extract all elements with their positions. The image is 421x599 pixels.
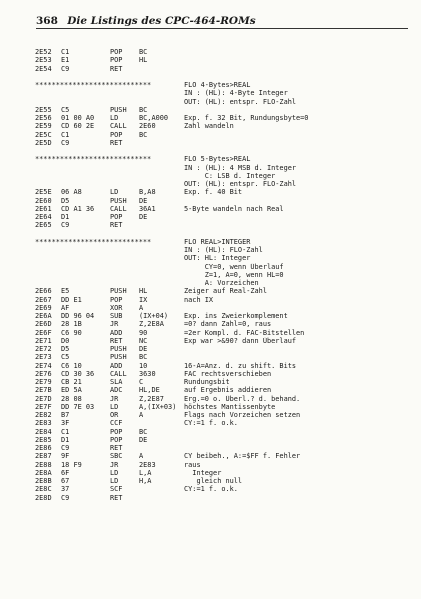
code-line — [35, 205, 409, 213]
section-header-line — [35, 81, 409, 89]
page-number: 368 — [36, 15, 58, 27]
mnemonic: CCF — [110, 419, 123, 428]
mnemonic: SUB — [110, 312, 123, 320]
comment: Exp. ins Zweierkomplement — [184, 312, 288, 320]
opcode-bytes: D0 — [61, 336, 70, 345]
address: 2E87 — [35, 452, 52, 461]
code-line — [35, 436, 409, 444]
code-line — [35, 395, 409, 403]
comment: FAC rechtsverschieben — [184, 369, 272, 378]
opcode-bytes: 67 — [61, 477, 70, 485]
operand: A — [139, 411, 144, 419]
code-line — [35, 221, 409, 229]
operand: Z,2E8A — [139, 320, 164, 329]
code-line — [35, 378, 409, 386]
address: 2E79 — [35, 378, 52, 386]
address: 2E8B — [35, 477, 52, 485]
opcode-bytes: C9 — [61, 138, 70, 147]
comment: Exp. f. 40 Bit — [184, 188, 243, 197]
address: 2E59 — [35, 122, 52, 131]
opcode-bytes: D1 — [61, 435, 70, 444]
mnemonic: RET — [110, 336, 123, 345]
address: 2E8A — [35, 468, 52, 477]
address: 2E64 — [35, 213, 52, 221]
address: 2E8C — [35, 485, 52, 494]
description-text: IN : (HL): 4 MSB d. Integer — [184, 163, 297, 172]
comment: CY beibeh., A:=$FF f. Fehler — [184, 452, 301, 461]
mnemonic: LD — [110, 188, 119, 197]
operand: 90 — [139, 328, 148, 337]
opcode-bytes: D5 — [61, 196, 70, 205]
address: 2E6A — [35, 312, 52, 320]
operand: DE — [139, 196, 148, 205]
opcode-bytes: B7 — [61, 411, 70, 419]
operand: BC — [139, 130, 148, 139]
address: 2E72 — [35, 345, 52, 353]
opcode-bytes: C1 — [61, 130, 70, 139]
address: 2E5D — [35, 138, 52, 147]
address: 2E65 — [35, 221, 52, 230]
code-line — [35, 477, 409, 485]
operand: 2E83 — [139, 460, 156, 469]
address: 2E5E — [35, 188, 52, 197]
operand: BC — [139, 105, 148, 114]
address: 2E86 — [35, 444, 52, 452]
code-line — [35, 370, 409, 378]
mnemonic: JR — [110, 394, 119, 403]
mnemonic: CALL — [110, 122, 127, 131]
mnemonic: ADC — [110, 386, 123, 395]
opcode-bytes: ED 5A — [61, 386, 82, 395]
operand: DE — [139, 213, 148, 221]
operand: HL,DE — [139, 386, 160, 395]
operand: DE — [139, 345, 148, 353]
opcode-bytes: 01 00 A0 — [61, 114, 95, 122]
code-line — [35, 287, 409, 295]
opcode-bytes: CD 60 2E — [61, 122, 95, 131]
operand: BC — [139, 353, 148, 362]
code-line — [35, 296, 409, 304]
address: 2E74 — [35, 361, 52, 370]
mnemonic: PUSH — [110, 105, 127, 114]
comment: raus — [184, 460, 201, 469]
operand: HL — [139, 287, 148, 296]
description-line — [35, 246, 409, 254]
description-line — [35, 254, 409, 262]
comment: =0? dann Zahl=0, raus — [184, 320, 272, 329]
description-text: IN : (HL): FLO-Zahl — [184, 246, 263, 254]
opcode-bytes: 28 08 — [61, 394, 82, 403]
code-line — [35, 197, 409, 205]
opcode-bytes: CB 21 — [61, 378, 82, 386]
mnemonic: SLA — [110, 378, 123, 386]
code-line — [35, 345, 409, 353]
mnemonic: SBC — [110, 452, 123, 461]
mnemonic: RET — [110, 444, 123, 452]
comment: Zahl wandeln — [184, 122, 234, 131]
section-title: FLO 5-Bytes>REAL — [184, 155, 251, 164]
operand: 2E60 — [139, 122, 156, 131]
operand: L,A — [139, 468, 152, 477]
mnemonic: RET — [110, 221, 123, 230]
opcode-bytes: 37 — [61, 485, 70, 494]
mnemonic: LD — [110, 402, 119, 411]
operand: Z,2E87 — [139, 394, 164, 403]
comment: Exp war >&90? dann Überlauf — [184, 336, 297, 345]
operand: BC — [139, 427, 148, 436]
address: 2E6F — [35, 328, 52, 337]
address: 2E5C — [35, 130, 52, 139]
operand: BC,A000 — [139, 114, 169, 122]
code-line — [35, 213, 409, 221]
description-line — [35, 89, 409, 97]
opcode-bytes: E1 — [61, 56, 70, 65]
mnemonic: PUSH — [110, 287, 127, 296]
address: 2E53 — [35, 56, 52, 65]
operand: H,A — [139, 477, 152, 485]
address: 2E60 — [35, 196, 52, 205]
comment: nach IX — [184, 295, 214, 304]
comment: höchstes Mantissenbyte — [184, 402, 276, 411]
description-text: C: LSB d. Integer — [184, 171, 276, 180]
code-line — [35, 320, 409, 328]
code-line — [35, 403, 409, 411]
opcode-bytes: C1 — [61, 48, 70, 56]
mnemonic: LD — [110, 114, 119, 122]
address: 2E66 — [35, 287, 52, 296]
mnemonic: POP — [110, 213, 123, 221]
comment: 16-A=Anz. d. zu shift. Bits — [184, 361, 297, 370]
opcode-bytes: C6 90 — [61, 328, 82, 337]
code-line — [35, 428, 409, 436]
operand: A — [139, 303, 144, 312]
comment: 5-Byte wandeln nach Real — [184, 204, 284, 213]
operand: BC — [139, 48, 148, 56]
address: 2E73 — [35, 353, 52, 362]
opcode-bytes: DD 96 04 — [61, 312, 95, 320]
page-header — [36, 15, 408, 29]
mnemonic: CALL — [110, 204, 127, 213]
opcode-bytes: C9 — [61, 444, 70, 452]
description-text: IN : (HL): 4-Byte Integer — [184, 89, 288, 98]
address: 2E69 — [35, 303, 52, 312]
description-line — [35, 279, 409, 287]
opcode-bytes: DD 7E 03 — [61, 402, 95, 411]
opcode-bytes: 28 1B — [61, 320, 82, 329]
opcode-bytes: CD 30 36 — [61, 369, 95, 378]
mnemonic: XOR — [110, 303, 123, 312]
address: 2E76 — [35, 369, 52, 378]
description-line — [35, 180, 409, 188]
separator-stars: **************************** — [35, 155, 152, 164]
description-line — [35, 271, 409, 279]
operand: B,A8 — [139, 188, 156, 197]
code-line — [35, 362, 409, 370]
opcode-bytes: 9F — [61, 452, 70, 461]
comment: CY:=1 f. o.k. — [184, 419, 238, 428]
code-line — [35, 485, 409, 493]
operand: C — [139, 378, 144, 386]
mnemonic: POP — [110, 56, 123, 65]
address: 2E8D — [35, 493, 52, 502]
mnemonic: POP — [110, 130, 123, 139]
separator-stars: **************************** — [35, 81, 152, 89]
operand: DE — [139, 435, 148, 444]
opcode-bytes: C9 — [61, 64, 70, 73]
address: 2E52 — [35, 48, 52, 56]
operand: A,(IX+03) — [139, 402, 177, 411]
code-line — [35, 106, 409, 114]
opcode-bytes: C5 — [61, 353, 70, 362]
code-line — [35, 312, 409, 320]
mnemonic: CALL — [110, 369, 127, 378]
comment: Integer — [184, 468, 222, 477]
mnemonic: JR — [110, 460, 119, 469]
mnemonic: PUSH — [110, 345, 127, 353]
code-line — [35, 139, 409, 147]
code-line — [35, 329, 409, 337]
code-line — [35, 444, 409, 452]
blank-line — [35, 147, 409, 155]
address: 2E85 — [35, 435, 52, 444]
description-line — [35, 263, 409, 271]
address: 2E6D — [35, 320, 52, 329]
description-line — [35, 98, 409, 106]
code-line — [35, 419, 409, 427]
comment: =2er Kompl. d. FAC-Bitstellen — [184, 328, 305, 337]
operand: NC — [139, 336, 148, 345]
mnemonic: RET — [110, 493, 123, 502]
code-line — [35, 353, 409, 361]
operand: 36A1 — [139, 204, 156, 213]
mnemonic: POP — [110, 427, 123, 436]
address: 2E56 — [35, 114, 52, 122]
code-line — [35, 411, 409, 419]
code-line — [35, 452, 409, 460]
blank-line — [35, 73, 409, 81]
description-text: OUT: (HL): entspr. FLO-Zahl — [184, 97, 297, 106]
mnemonic: ADD — [110, 328, 123, 337]
address: 2E83 — [35, 419, 52, 428]
code-line — [35, 122, 409, 130]
address: 2E88 — [35, 460, 52, 469]
opcode-bytes: D1 — [61, 213, 70, 221]
code-line — [35, 304, 409, 312]
address: 2E82 — [35, 411, 52, 419]
address: 2E7F — [35, 402, 52, 411]
section-title: FLO REAL>INTEGER — [184, 237, 251, 246]
code-line — [35, 469, 409, 477]
operand: HL — [139, 56, 148, 65]
comment: Exp. f. 32 Bit, Rundungsbyte=0 — [184, 114, 309, 122]
opcode-bytes: AF — [61, 303, 70, 312]
code-line — [35, 48, 409, 56]
address: 2E71 — [35, 336, 52, 345]
mnemonic: JR — [110, 320, 119, 329]
page-title: Die Listings des CPC-464-ROMs — [67, 15, 256, 27]
comment: Rundungsbit — [184, 378, 230, 386]
description-text: OUT: HL: Integer — [184, 254, 251, 263]
description-text: OUT: (HL): entspr. FLO-Zahl — [184, 180, 297, 188]
code-line — [35, 65, 409, 73]
mnemonic: SCF — [110, 485, 123, 494]
address: 2E54 — [35, 64, 52, 73]
mnemonic: ADD — [110, 361, 123, 370]
mnemonic: LD — [110, 477, 119, 485]
comment: CY:=1 f. o.k. — [184, 485, 238, 494]
mnemonic: PUSH — [110, 196, 127, 205]
comment: Zeiger auf Real-Zahl — [184, 287, 267, 296]
opcode-bytes: 6F — [61, 468, 70, 477]
blank-line — [35, 230, 409, 238]
code-line — [35, 386, 409, 394]
operand: 10 — [139, 361, 148, 370]
operand: (IX+04) — [139, 312, 169, 320]
mnemonic: POP — [110, 295, 123, 304]
opcode-bytes: C1 — [61, 427, 70, 436]
code-line — [35, 461, 409, 469]
comment: gleich null — [184, 477, 243, 485]
address: 2E55 — [35, 105, 52, 114]
code-line — [35, 494, 409, 502]
code-line — [35, 131, 409, 139]
opcode-bytes: E5 — [61, 287, 70, 296]
address: 2E67 — [35, 295, 52, 304]
address: 2E84 — [35, 427, 52, 436]
opcode-bytes: 06 A8 — [61, 188, 82, 197]
mnemonic: LD — [110, 468, 119, 477]
mnemonic: RET — [110, 138, 123, 147]
opcode-bytes: 3F — [61, 419, 70, 428]
section-header-line — [35, 155, 409, 163]
description-line — [35, 164, 409, 172]
mnemonic: RET — [110, 64, 123, 73]
opcode-bytes: 18 F9 — [61, 460, 82, 469]
opcode-bytes: C9 — [61, 221, 70, 230]
opcode-bytes: C5 — [61, 105, 70, 114]
opcode-bytes: C6 10 — [61, 361, 82, 370]
code-line — [35, 188, 409, 196]
description-text: Z=1, A=0, wenn HL=0 — [184, 270, 284, 279]
opcode-bytes: CD A1 36 — [61, 204, 95, 213]
mnemonic: OR — [110, 411, 119, 419]
comment: auf Ergebnis addieren — [184, 386, 272, 395]
mnemonic: PUSH — [110, 353, 127, 362]
address: 2E7D — [35, 394, 52, 403]
section-title: FLO 4-Bytes>REAL — [184, 81, 251, 89]
mnemonic: POP — [110, 435, 123, 444]
address: 2E7B — [35, 386, 52, 395]
code-line — [35, 56, 409, 64]
opcode-bytes: D5 — [61, 345, 70, 353]
mnemonic: POP — [110, 48, 123, 56]
comment: Erg.=0 o. Überl.? d. behand. — [184, 394, 301, 403]
operand: 3630 — [139, 369, 156, 378]
address: 2E61 — [35, 204, 52, 213]
opcode-bytes: DD E1 — [61, 295, 82, 304]
operand: IX — [139, 295, 148, 304]
code-line — [35, 337, 409, 345]
comment: Flags nach Vorzeichen setzen — [184, 411, 301, 419]
separator-stars: **************************** — [35, 237, 152, 246]
opcode-bytes: C9 — [61, 493, 70, 502]
assembly-listing — [35, 48, 409, 502]
description-text: CY=0, wenn Überlauf — [184, 262, 284, 271]
operand: A — [139, 452, 144, 461]
description-text: A: Vorzeichen — [184, 279, 259, 287]
code-line — [35, 114, 409, 122]
section-header-line — [35, 238, 409, 246]
description-line — [35, 172, 409, 180]
